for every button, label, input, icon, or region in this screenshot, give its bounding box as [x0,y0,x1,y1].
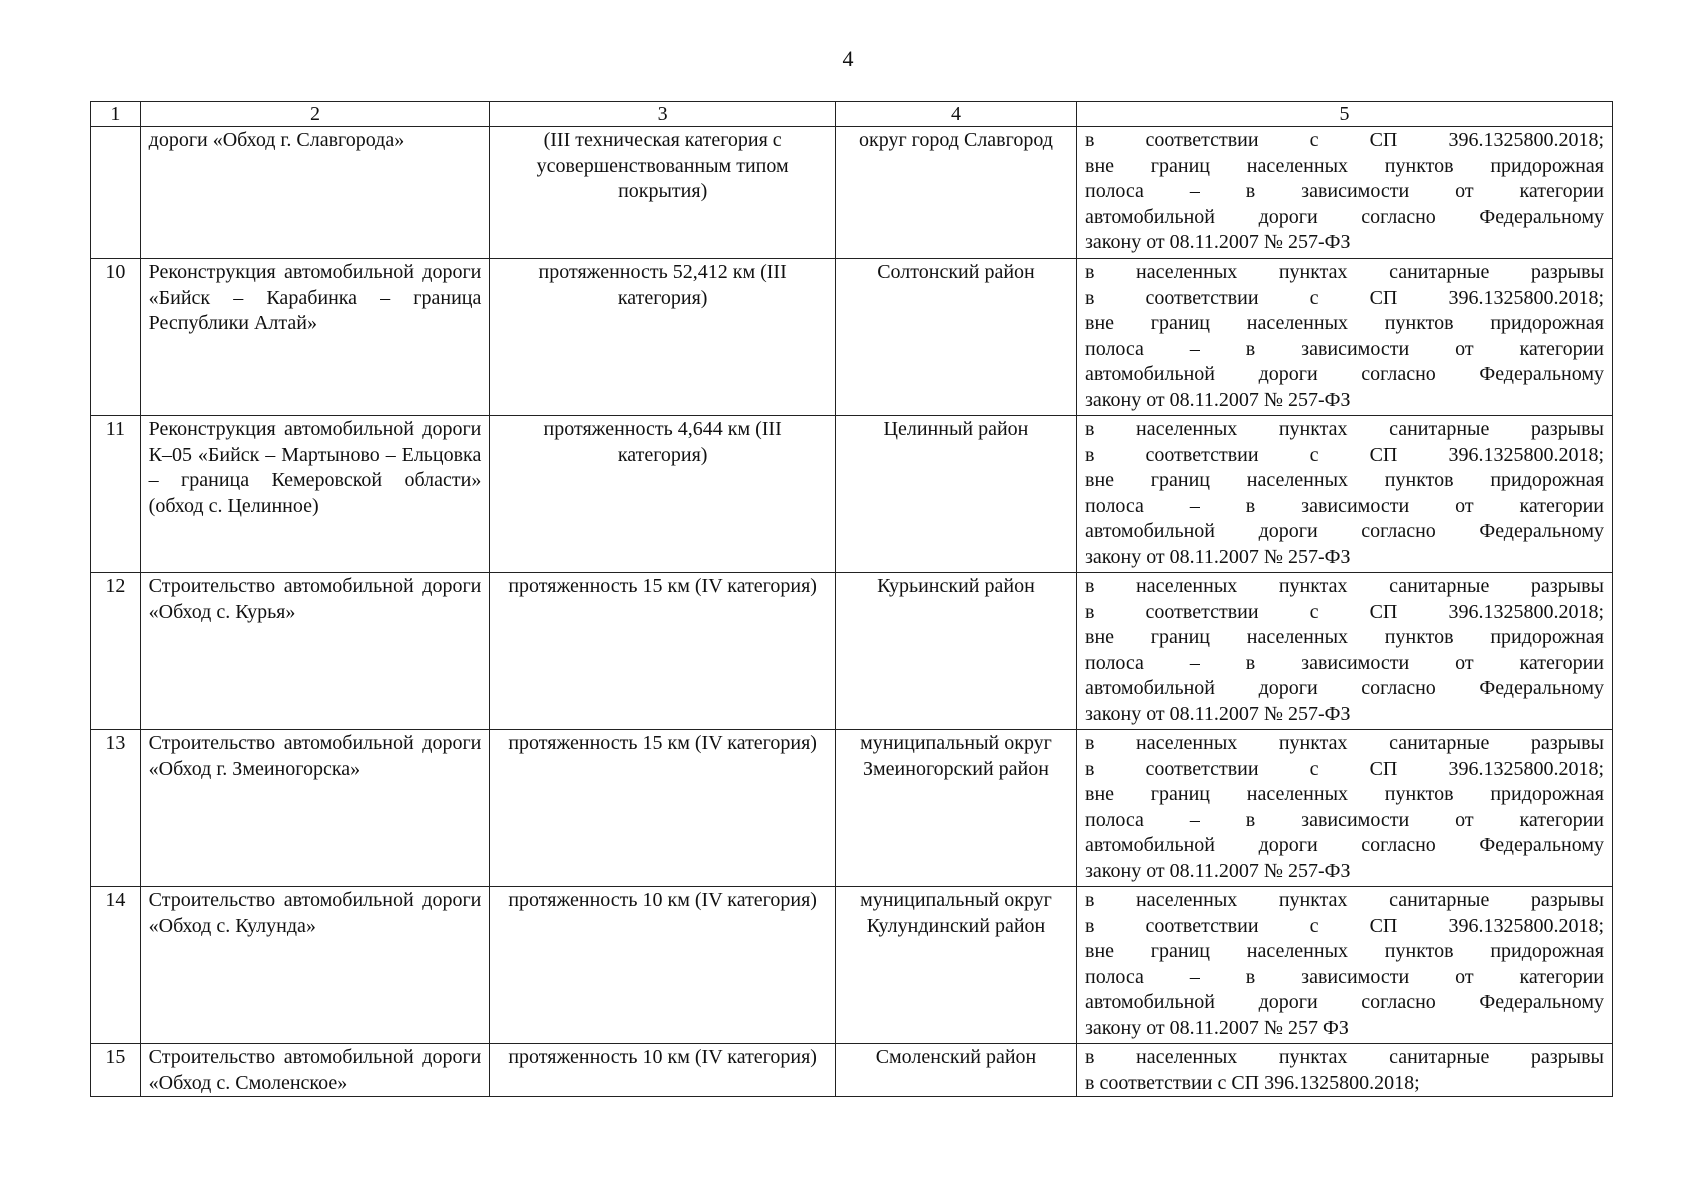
zone-line: вне границ населенных пунктов придорожная [1085,154,1604,177]
zone-line: полоса – в зависимости от категории [1085,180,1604,202]
protection-zone [1077,1044,1613,1097]
zone-line: в населенных пунктах санитарные разрывы [1085,418,1604,440]
zone-line: закону от 08.11.2007 № 257 ФЗ [1085,1016,1349,1039]
protection-zone [1077,416,1613,573]
zone-line: в соответствии с СП 396.1325800.2018; [1085,286,1604,309]
zone-line: в населенных пунктах санитарные разрывы [1085,1046,1604,1068]
row-number: 11 [91,416,141,573]
zone-line: в соответствии с СП 396.1325800.2018; [1085,914,1604,937]
zone-line: в населенных пунктах санитарные разрывы [1085,575,1604,597]
zone-line: закону от 08.11.2007 № 257-ФЗ [1085,388,1351,411]
zone-line: полоса – в зависимости от категории [1085,651,1604,674]
page-number: 4 [842,46,854,71]
object-name: Реконструкция автомобильной дороги К–05 «Бийск – Мартыново – Ельцовка – граница Кемеровской области» (обход с. Целинное) [140,416,490,573]
object-name: Реконструкция автомобильной дороги «Бийск – Карабинка – граница Республики Алтай» [140,259,490,416]
zone-line: в населенных пунктах санитарные разрывы [1085,732,1604,754]
zone-line: вне границ населенных пунктов придорожная [1085,469,1604,491]
zone-line: вне границ населенных пунктов придорожная [1085,783,1604,805]
object-name: Строительство автомобильной дороги «Обход с. Курья» [140,573,490,730]
zone-line: полоса – в зависимости от категории [1085,965,1604,988]
column-header: 3 [490,102,836,127]
zone-line: полоса – в зависимости от категории [1085,808,1604,831]
object-name: дороги «Обход г. Славгорода» [140,127,490,259]
row-number [91,127,141,259]
object-location: Курьинский район [835,573,1076,730]
zone-line: в населенных пунктах санитарные разрывы [1085,889,1604,911]
zone-line: в населенных пунктах санитарные разрывы [1085,261,1604,283]
zone-line: в соответствии с СП 396.1325800.2018; [1085,1071,1420,1094]
object-name: Строительство автомобильной дороги «Обход с. Кулунда» [140,887,490,1044]
object-name: Строительство автомобильной дороги «Обход г. Змеиногорска» [140,730,490,887]
zone-line: автомобильной дороги согласно Федеральному [1085,520,1604,542]
zone-line: полоса – в зависимости от категории [1085,337,1604,360]
column-header: 4 [835,102,1076,127]
row-number: 13 [91,730,141,887]
object-location: муниципальный округ Змеиногорский район [835,730,1076,887]
zone-line: в соответствии с СП 396.1325800.2018; [1085,443,1604,466]
row-number: 10 [91,259,141,416]
table-header-row [91,102,1613,127]
table-row [91,127,1613,259]
zone-line: закону от 08.11.2007 № 257-ФЗ [1085,231,1351,253]
object-location: округ город Славгород [835,127,1076,259]
zone-line: в соответствии с СП 396.1325800.2018; [1085,600,1604,623]
table-row [91,887,1613,1044]
row-number: 14 [91,887,141,1044]
object-parameters: протяженность 4,644 км (III категория) [490,416,836,573]
object-parameters: протяженность 10 км (IV категория) [490,887,836,1044]
protection-zone [1077,127,1613,259]
zone-line: автомобильной дороги согласно Федеральному [1085,363,1604,385]
column-header: 5 [1077,102,1613,127]
object-parameters: протяженность 15 км (IV категория) [490,573,836,730]
table-row [91,259,1613,416]
table-row [91,730,1613,887]
table-row [91,416,1613,573]
zone-line: автомобильной дороги согласно Федеральному [1085,677,1604,699]
object-location: муниципальный округ Кулундинский район [835,887,1076,1044]
zone-line: вне границ населенных пунктов придорожная [1085,626,1604,648]
protection-zone [1077,573,1613,730]
object-location: Смоленский район [835,1044,1076,1097]
zone-line: в соответствии с СП 396.1325800.2018; [1085,129,1604,151]
row-number: 15 [91,1044,141,1097]
table-row [91,573,1613,730]
objects-table [90,101,1613,1097]
zone-line: полоса – в зависимости от категории [1085,494,1604,517]
protection-zone [1077,259,1613,416]
zone-line: закону от 08.11.2007 № 257-ФЗ [1085,545,1351,568]
zone-line: вне границ населенных пунктов придорожная [1085,940,1604,962]
object-location: Солтонский район [835,259,1076,416]
object-parameters: протяженность 10 км (IV категория) [490,1044,836,1097]
table-row [91,1044,1613,1097]
object-name: Строительство автомобильной дороги «Обход с. Смоленское» [140,1044,490,1097]
row-number: 12 [91,573,141,730]
object-parameters: (III техническая категория с усовершенствованным типом покрытия) [490,127,836,259]
protection-zone [1077,730,1613,887]
object-location: Целинный район [835,416,1076,573]
zone-line: в соответствии с СП 396.1325800.2018; [1085,757,1604,780]
zone-line: вне границ населенных пунктов придорожная [1085,312,1604,334]
zone-line: автомобильной дороги согласно Федеральному [1085,991,1604,1013]
column-header: 2 [140,102,490,127]
zone-line: закону от 08.11.2007 № 257-ФЗ [1085,859,1351,882]
object-parameters: протяженность 52,412 км (III категория) [490,259,836,416]
column-header: 1 [91,102,141,127]
zone-line: закону от 08.11.2007 № 257-ФЗ [1085,702,1351,725]
zone-line: автомобильной дороги согласно Федеральному [1085,834,1604,856]
protection-zone [1077,887,1613,1044]
zone-line: автомобильной дороги согласно Федеральному [1085,205,1604,228]
object-parameters: протяженность 15 км (IV категория) [490,730,836,887]
